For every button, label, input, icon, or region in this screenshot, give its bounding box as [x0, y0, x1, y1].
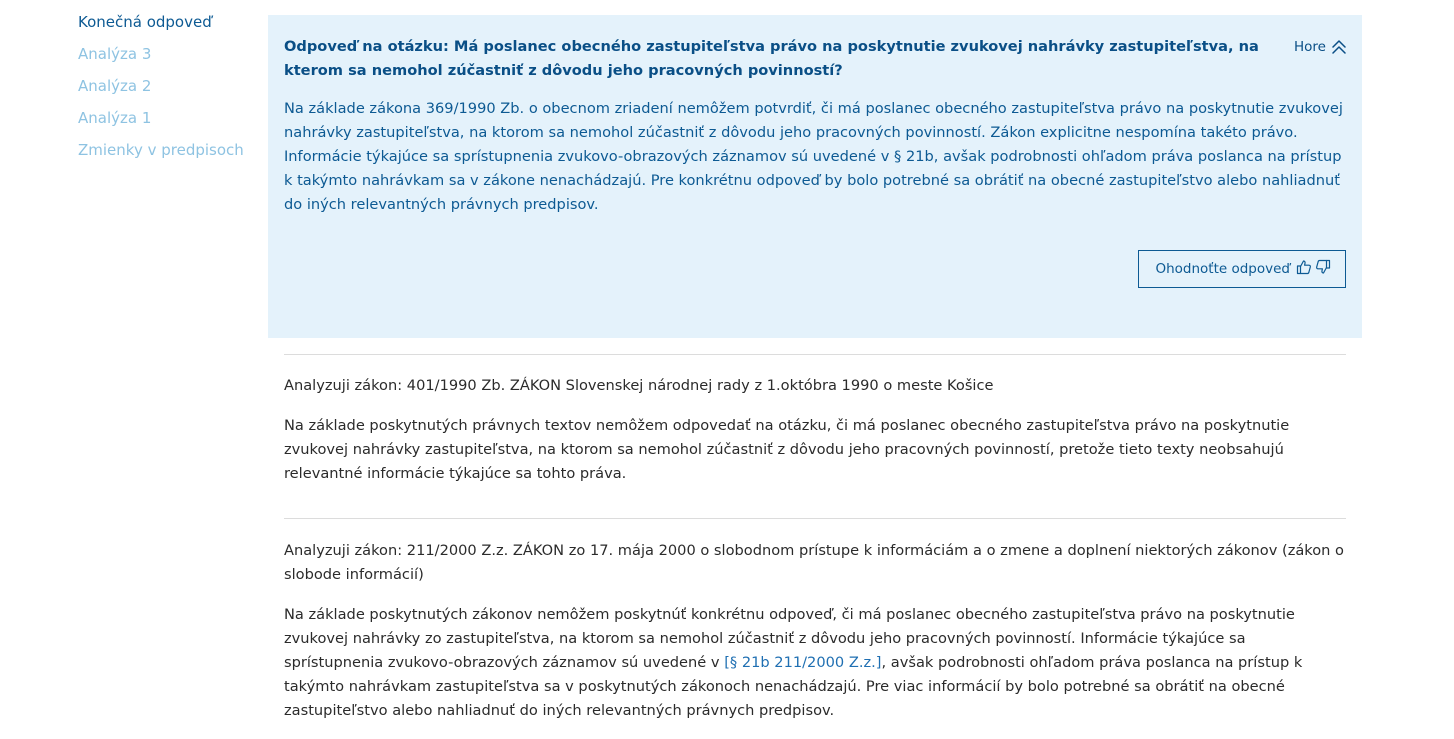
analysis-text-part: , avšak podrobnosti ohľadom práva poslanca na prístup k takýmto nahrávkam zastupiteľstva sa v poskytnutých zákonoch nenachádzajú. Pre viac informácií by bolo potrebné sa obrátiť na obecné zastupiteľstvo alebo nahliadnuť do iných relevantných právnych predpisov. — [284, 654, 1303, 719]
sidebar-item-mentions[interactable]: Zmienky v predpisoch — [78, 141, 244, 159]
analysis-title: Analyzuji zákon: 401/1990 Zb. ZÁKON Slovenskej národnej rady z 1.októbra 1990 o meste Košice — [284, 377, 994, 394]
thumbs-up-icon — [1296, 259, 1312, 279]
analysis-title: Analyzuji zákon: 211/2000 Z.z. ZÁKON zo 17. mája 2000 o slobodnom prístupe k informáciám a o zmene a doplnení niektorých zákonov (zákon o slobode informácií) — [284, 542, 1344, 583]
analysis-text: Na základe poskytnutých právnych textov nemôžem odpovedať na otázku, či má poslanec obecného zastupiteľstva právo na poskytnutie zvukovej nahrávky zastupiteľstva, na ktorom sa nemohol zúčastniť z dôvodu jeho pracovných povinností, pretože tieto texty neobsahujú relevantné informácie týkajúce sa tohto práva. — [284, 417, 1290, 482]
final-answer-panel — [268, 15, 1362, 338]
answer-question: Odpoveď na otázku: Má poslanec obecného zastupiteľstva právo na poskytnutie zvukovej nahrávky zastupiteľstva, na kterom sa nemohol zúčastniť z dôvodu jeho pracovných povinností? — [284, 38, 1259, 79]
sidebar-nav — [78, 6, 258, 166]
collapse-label: Hore — [1294, 39, 1326, 55]
sidebar-item-analysis-3[interactable]: Analýza 3 — [78, 45, 152, 63]
answer-text: Na základe zákona 369/1990 Zb. o obecnom zriadení nemôžem potvrdiť, či má poslanec obecného zastupiteľstva právo na poskytnutie zvukovej nahrávky zastupiteľstva, na ktorom sa nemohol zúčastniť z dôvodu jeho pracovných povinností. Zákon explicitne nespomína takéto právo. Informácie týkajúce sa sprístupnenia zvukovo-obrazových záznamov sú uvedené v § 21b, avšak podrobnosti ohľadom práva poslanca na prístup k takýmto nahrávkam sa v zákone nenachádzajú. Pre konkrétnu odpoveď by bolo potrebné sa obrátiť na obecné zastupiteľstvo alebo nahliadnuť do iných relevantných právnych predpisov. — [284, 100, 1343, 213]
analysis-text-part: Na základe poskytnutých zákonov nemôžem poskytnúť konkrétnu odpoveď, či má poslanec obecného zastupiteľstva právo na poskytnutie zvukovej nahrávky zo zastupiteľstva, na ktorom sa nemohol zúčastniť z dôvodu jeho pracovných povinností. Informácie týkajúce sa sprístupnenia zvukovo-obrazových záznamov sú uvedené v — [284, 606, 1295, 671]
sidebar-item-analysis-1[interactable]: Analýza 1 — [78, 109, 152, 127]
chevron-double-up-icon — [1332, 39, 1346, 55]
rate-answer-button[interactable] — [1138, 250, 1346, 288]
collapse-button[interactable] — [1294, 39, 1346, 55]
sidebar-item-analysis-2[interactable]: Analýza 2 — [78, 77, 152, 95]
sidebar-item-final-answer[interactable]: Konečná odpoveď — [78, 13, 212, 31]
analysis-section — [284, 518, 1346, 723]
analysis-text — [284, 603, 1346, 723]
analysis-section — [284, 354, 1346, 486]
thumbs-down-icon — [1315, 259, 1331, 279]
law-reference-link[interactable]: [§ 21b 211/2000 Z.z.] — [724, 654, 882, 671]
rate-answer-label: Ohodnoťte odpoveď — [1155, 261, 1290, 277]
